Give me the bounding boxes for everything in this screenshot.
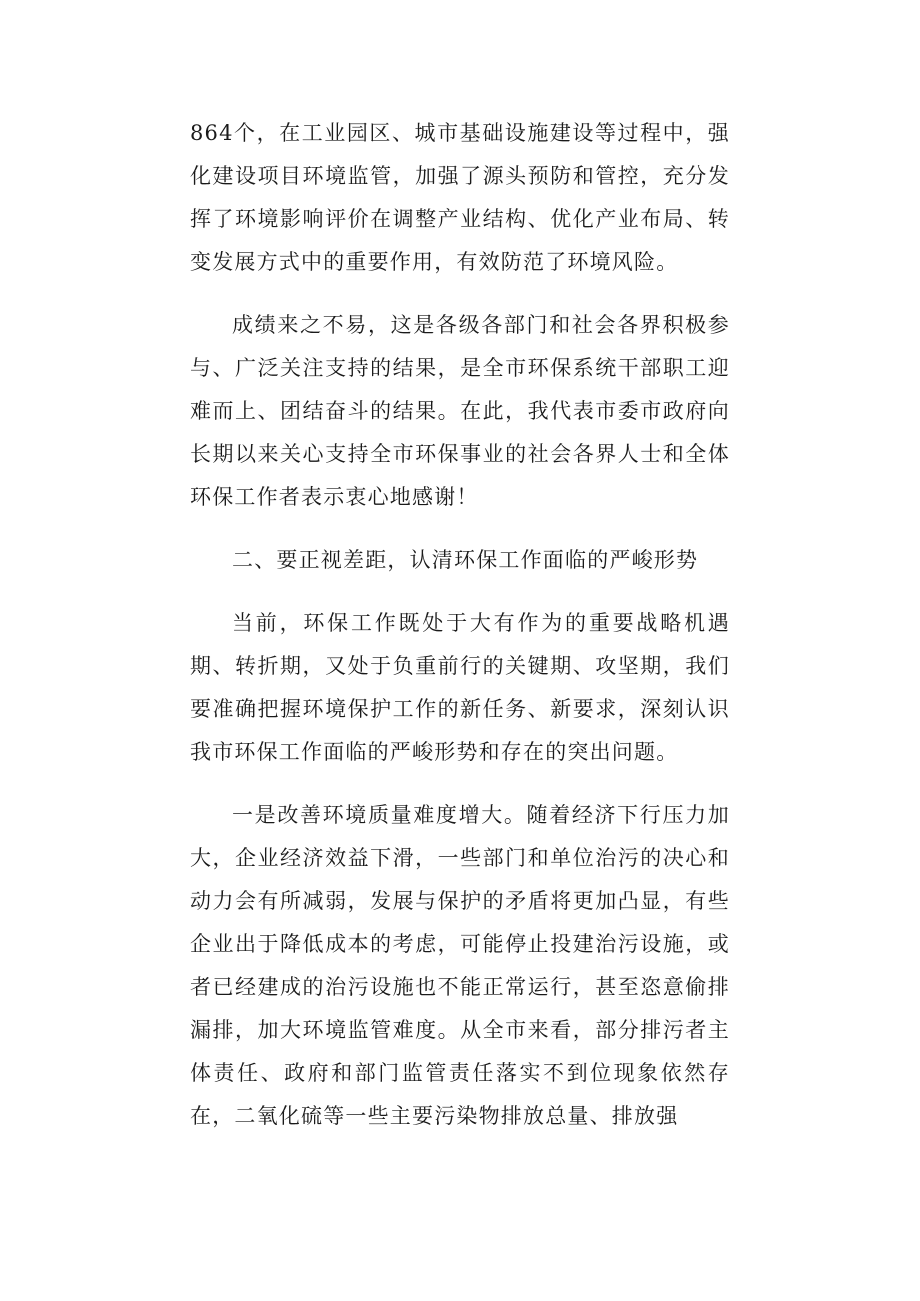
paragraph-gratitude: 成绩来之不易，这是各级各部门和社会各界积极参与、广泛关注支持的结果，是全市环保系统干部职工迎难而上、团结奋斗的结果。在此，我代表市委市政府向长期以来关心支持全市环保事业的社会各界人士和全体环保工作者表示衷心地感谢！ [190,313,730,509]
paragraph-continuation: 864个，在工业园区、城市基础设施建设等过程中，强化建设项目环境监管，加强了源头预防和管控，充分发挥了环境影响评价在调整产业结构、优化产业布局、转变发展方式中的重要作用，有效防范了环境风险。 [190,121,730,274]
document-body [190,112,730,1158]
section-heading: 二、要正视差距，认清环保工作面临的严峻形势 [232,548,699,572]
paragraph-current-situation: 当前，环保工作既处于大有作为的重要战略机遇期、转折期，又处于负重前行的关键期、攻坚期，我们要准确把握环境保护工作的新任务、新要求，深刻认识我市环保工作面临的严峻形势和存在的突出问题。 [190,611,730,764]
paragraph-difficulty: 一是改善环境质量难度增大。随着经济下行压力加大，企业经济效益下滑，一些部门和单位治污的决心和动力会有所减弱，发展与保护的矛盾将更加凸显，有些企业出于降低成本的考虑，可能停止投建治污设施，或者已经建成的治污设施也不能正常运行，甚至恣意偷排漏排，加大环境监管难度。从全市来看，部分排污者主体责任、政府和部门监管责任落实不到位现象依然存在，二氧化硫等一些主要污染物排放总量、排放强 [190,803,730,1128]
